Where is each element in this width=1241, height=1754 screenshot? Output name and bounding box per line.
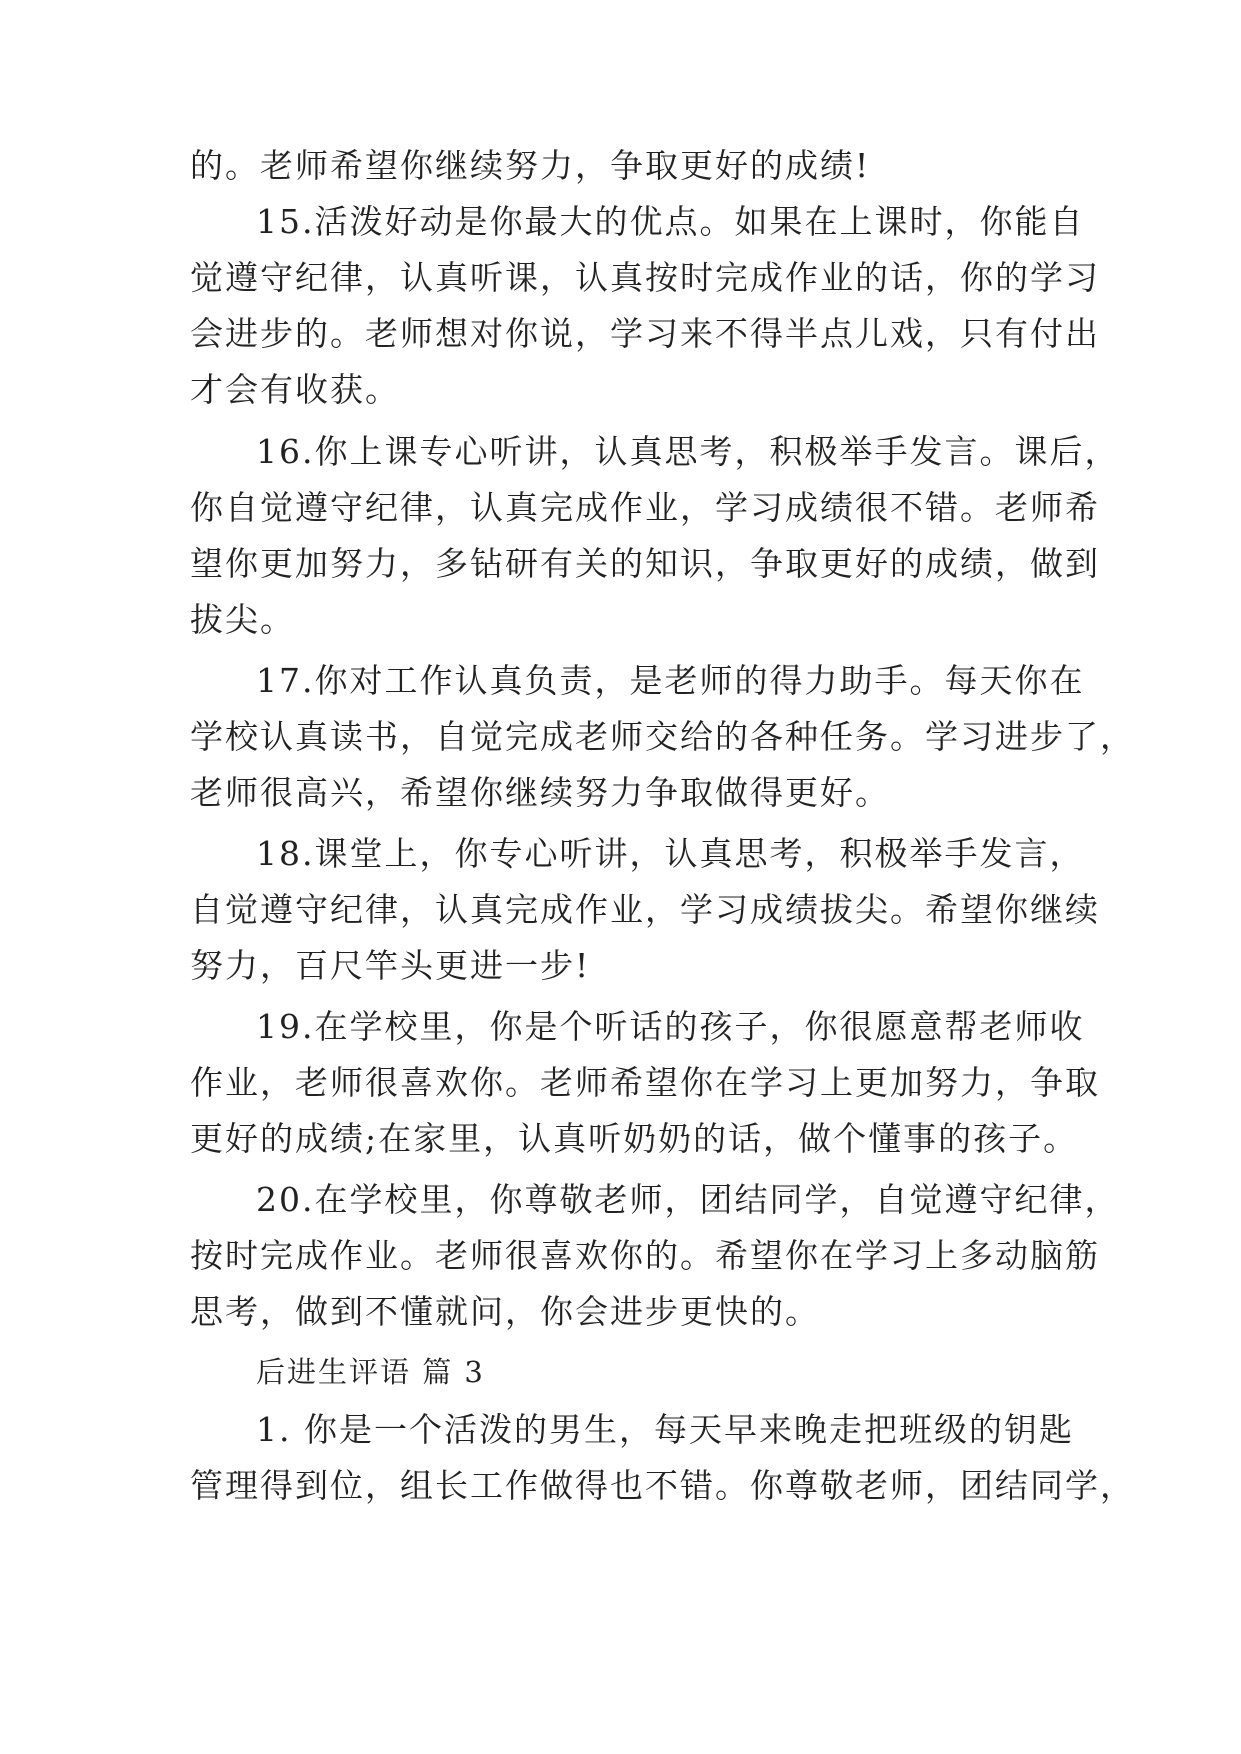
text-line: 20.在学校里，你尊敬老师，团结同学，自觉遵守纪律，	[256, 1180, 1120, 1219]
text-line: 拔尖。	[190, 600, 295, 639]
text-line: 更好的成绩;在家里，认真听奶奶的话，做个懂事的孩子。	[190, 1119, 1079, 1158]
text-line: 望你更加努力，多钻研有关的知识，争取更好的成绩，做到	[190, 544, 1100, 583]
text-line: 作业，老师很喜欢你。老师希望你在学习上更加努力，争取	[190, 1063, 1100, 1102]
text-line: 觉遵守纪律，认真听课，认真按时完成作业的话，你的学习	[190, 258, 1100, 297]
text-line: 15.活泼好动是你最大的优点。如果在上课时，你能自	[256, 202, 1085, 241]
text-line: 19.在学校里，你是个听话的孩子，你很愿意帮老师收	[256, 1007, 1085, 1046]
text-line: 的。老师希望你继续努力，争取更好的成绩!	[190, 146, 871, 185]
document-page	[190, 0, 1135, 1754]
text-line: 16.你上课专心听讲，认真思考，积极举手发言。课后，	[256, 432, 1120, 471]
text-line: 学校认真读书，自觉完成老师交给的各种任务。学习进步了，	[190, 717, 1135, 756]
text-line: 18.课堂上，你专心听讲，认真思考，积极举手发言，	[256, 834, 1085, 873]
text-line: 思考，做到不懂就问，你会进步更快的。	[190, 1292, 820, 1331]
text-line: 管理得到位，组长工作做得也不错。你尊敬老师，团结同学，	[190, 1466, 1135, 1505]
text-line: 1. 你是一个活泼的男生，每天早来晚走把班级的钥匙	[256, 1410, 1074, 1449]
text-line: 按时完成作业。老师很喜欢你的。希望你在学习上多动脑筋	[190, 1236, 1100, 1275]
text-line: 才会有收获。	[190, 370, 400, 409]
text-line: 会进步的。老师想对你说，学习来不得半点儿戏，只有付出	[190, 314, 1100, 353]
text-line: 老师很高兴，希望你继续努力争取做得更好。	[190, 773, 890, 812]
text-line: 努力，百尺竿头更进一步!	[190, 946, 591, 985]
section-heading: 后进生评语 篇 3	[256, 1355, 485, 1389]
text-line: 自觉遵守纪律，认真完成作业，学习成绩拔尖。希望你继续	[190, 890, 1100, 929]
text-line: 你自觉遵守纪律，认真完成作业，学习成绩很不错。老师希	[190, 488, 1100, 527]
text-line: 17.你对工作认真负责，是老师的得力助手。每天你在	[256, 661, 1085, 700]
